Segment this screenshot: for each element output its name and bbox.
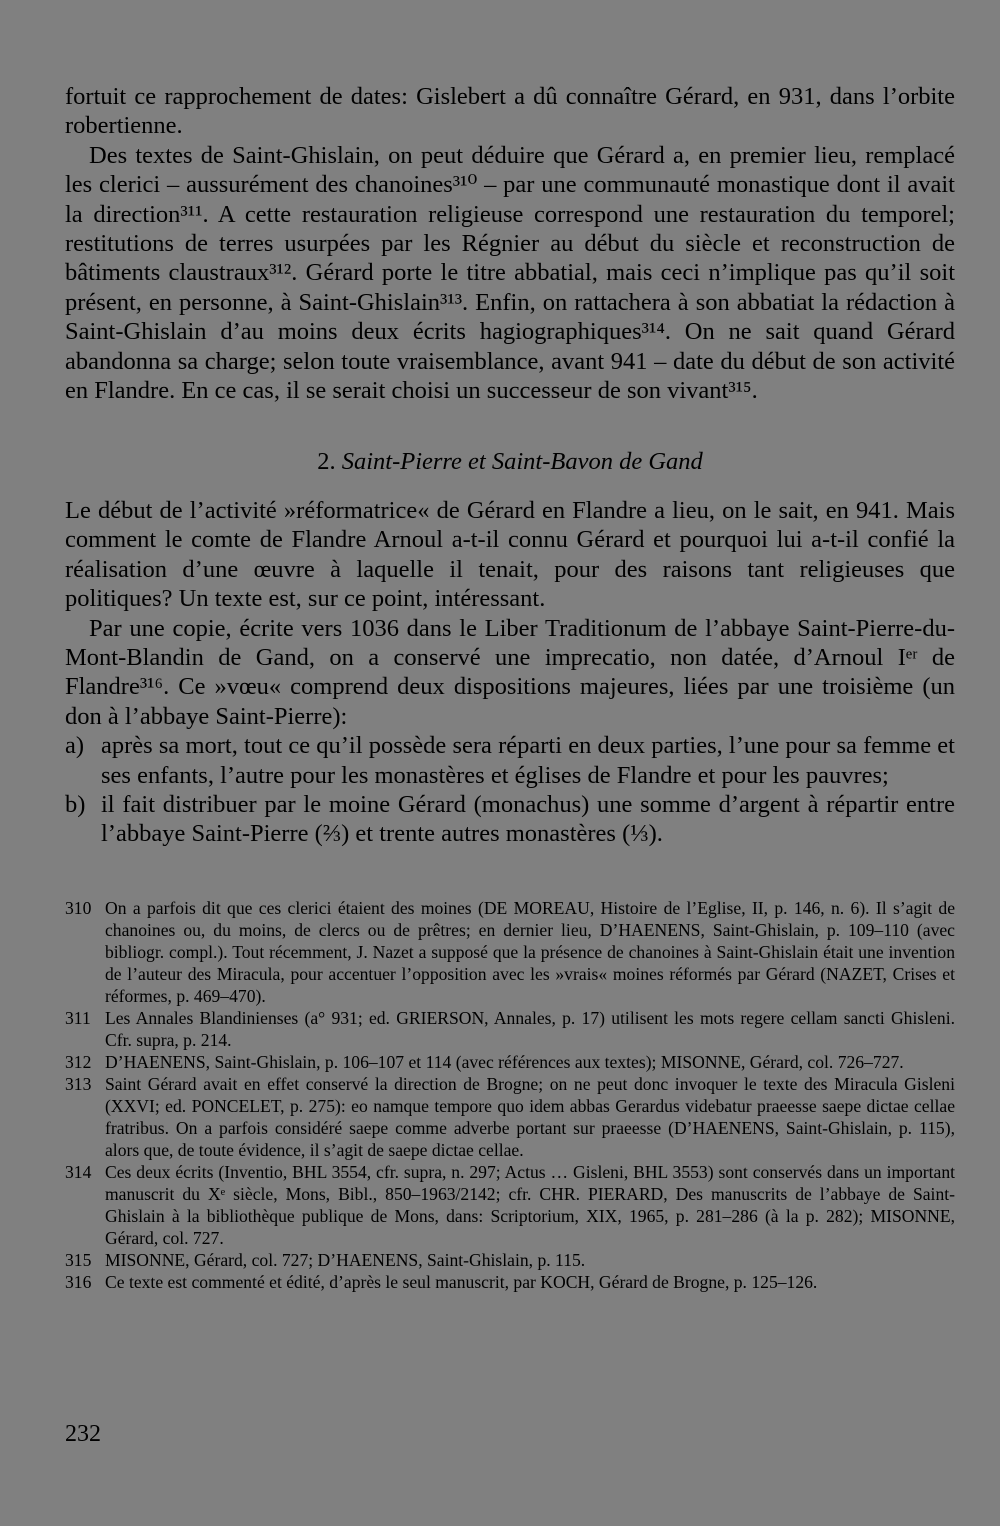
list-text: il fait distribuer par le moine Gérard (monachus) une somme d’argent à répartir entre l’abbaye Saint-Pierre (⅔) et trente autres monastères (⅓).	[101, 790, 955, 848]
footnote	[65, 1271, 955, 1293]
footnote-text: Saint Gérard avait en effet conservé la direction de Brogne; on ne peut donc invoquer le texte des Miracula Gisleni (XXVI; ed. PONCELET, p. 275): eo namque tempore quo idem abbas Gerardus videbatur praeesse saepe dictae cellae fratribus. On a parfois considéré saepe comme adverbe portant sur praeesse (D’HAENENS, Saint-Ghislain, p. 115), alors que, de toute évidence, il s’agit de saepe dictae cellae.	[105, 1073, 955, 1160]
list-item	[65, 790, 955, 849]
paragraph-imprecatio: Par une copie, écrite vers 1036 dans le Liber Traditionum de l’abbaye Saint-Pierre-du-Mont-Blandin de Gand, on a conservé une imprecatio, non datée, d’Arnoul Iᵉʳ de Flandre³¹⁶. Ce »vœu« comprend deux dispositions majeures, liées par une troisième (un don à l’abbaye Saint-Pierre):	[65, 614, 955, 730]
footnote-text: On a parfois dit que ces clerici étaient des moines (DE MOREAU, Histoire de l’Eglise, II, p. 146, n. 6). Il s’agit de chanoines ou, du moins, de clercs ou de prêtres; en dernier lieu, D’HAENENS, Saint-Ghislain, p. 109–110 (avec bibliogr. compl.). Tout récemment, J. Nazet a supposé que la présence de chanoines à Saint-Ghislain était une invention de l’auteur des Miracula, pour accentuer l’opposition avec les »vrais« moines réformés par Gérard (NAZET, Crises et réformes, p. 469–470).	[105, 897, 955, 1006]
footnote-text: Les Annales Blandinienses (a° 931; ed. GRIERSON, Annales, p. 17) utilisent les mots regere cellam sancti Ghisleni. Cfr. supra, p. 214.	[105, 1007, 955, 1050]
list-marker: b)	[65, 790, 86, 818]
footnote	[65, 1249, 955, 1271]
paragraph-saint-ghislain: Des textes de Saint-Ghislain, on peut déduire que Gérard a, en premier lieu, remplacé les clerici – aussurément des chanoines³¹⁰ – par une communauté monastique dont il avait la direction³¹¹. A cette restauration religieuse correspond une restauration du temporel; restitutions de terres usurpées par les Régnier au début du siècle et reconstruction de bâtiments claustraux³¹². Gérard porte le titre abbatial, mais ceci n’implique pas qu’il soit présent, en personne, à Saint-Ghislain³¹³. Enfin, on rattachera à son abbatiat la rédaction à Saint-Ghislain d’au moins deux écrits hagiographiques³¹⁴. On ne sait quand Gérard abandonna sa charge; selon toute vraisemblance, avant 941 – date du début de son activité en Flandre. En ce cas, il se serait choisi un successeur de son vivant³¹⁵.	[65, 141, 955, 405]
page-body	[65, 82, 955, 1293]
footnote-number: 312	[65, 1051, 92, 1072]
section-title: Saint-Pierre et Saint-Bavon de Gand	[341, 448, 703, 476]
footnote	[65, 1073, 955, 1161]
list-item	[65, 731, 955, 790]
footnote-text: MISONNE, Gérard, col. 727; D’HAENENS, Saint-Ghislain, p. 115.	[105, 1249, 586, 1270]
footnote-number: 316	[65, 1271, 92, 1292]
page-number: 232	[65, 1421, 101, 1447]
paragraph-continued: fortuit ce rapprochement de dates: Gislebert a dû connaître Gérard, en 931, dans l’orbite robertienne.	[65, 83, 955, 140]
footnote-number: 313	[65, 1073, 92, 1094]
main-text	[65, 82, 955, 405]
paragraph-reform-start: Le début de l’activité »réformatrice« de Gérard en Flandre a lieu, on le sait, en 941. Mais comment le comte de Flandre Arnoul a-t-il connu Gérard et pourquoi lui a-t-il confié la réalisation d’une œuvre à laquelle il tenait, pour des raisons tant religieuses que politiques? Un texte est, sur ce point, intéressant.	[65, 496, 955, 613]
footnote-number: 315	[65, 1249, 92, 1270]
footnote-number: 311	[65, 1007, 91, 1028]
list-marker: a)	[65, 732, 85, 760]
section-text	[65, 496, 955, 849]
footnote-text: Ces deux écrits (Inventio, BHL 3554, cfr. supra, n. 297; Actus … Gisleni, BHL 3553) sont conservés dans un important manuscrit du Xᵉ siècle, Mons, Bibl., 850–1963/2142; cfr. CHR. PIERARD, Des manuscrits de l’abbaye de Saint-Ghislain à la bibliothèque publique de Mons, dans: Scriptorium, XIX, 1965, p. 281–286 (à la p. 282); MISONNE, Gérard, col. 727.	[105, 1161, 955, 1248]
footnote-number: 310	[65, 897, 92, 918]
footnote-number: 314	[65, 1161, 92, 1182]
section-heading	[65, 447, 955, 476]
list-text: après sa mort, tout ce qu’il possède sera réparti en deux parties, l’une pour sa femme et ses enfants, l’autre pour les monastères et églises de Flandre et pour les pauvres;	[101, 732, 955, 789]
footnote-text: Ce texte est commenté et édité, d’après le seul manuscrit, par KOCH, Gérard de Brogne, p. 125–126.	[105, 1271, 818, 1292]
footnote-text: D’HAENENS, Saint-Ghislain, p. 106–107 et 114 (avec références aux textes); MISONNE, Gérard, col. 726–727.	[105, 1051, 904, 1072]
section-number: 2.	[317, 448, 336, 476]
footnote	[65, 1051, 955, 1073]
footnote	[65, 1161, 955, 1249]
dispositions-list	[65, 731, 955, 849]
footnotes	[65, 897, 955, 1293]
footnote	[65, 1007, 955, 1051]
footnote	[65, 897, 955, 1007]
